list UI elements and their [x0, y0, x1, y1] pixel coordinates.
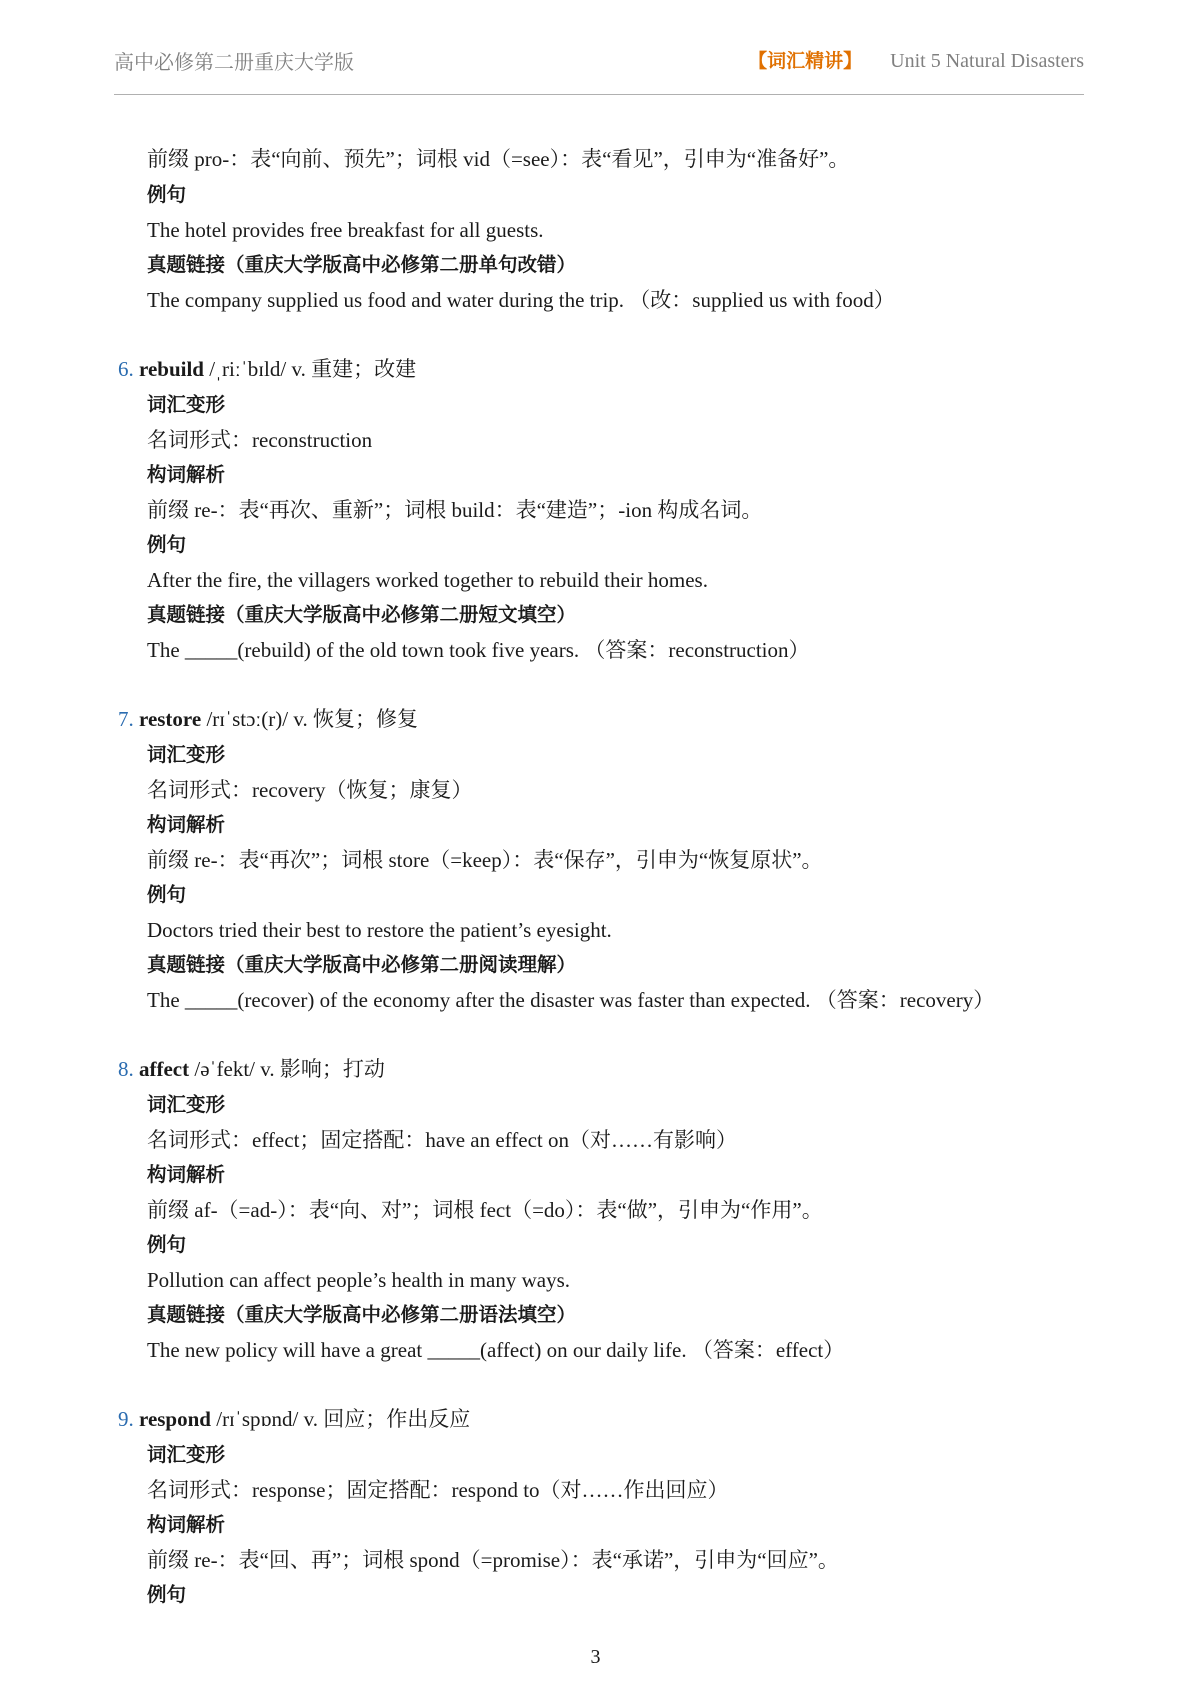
link-text: The _____(rebuild) of the old town took five years. （答案：reconstruction） — [147, 638, 810, 662]
variant-text: 名词形式：recovery（恢复；康复） — [147, 778, 473, 802]
top-link-text: The company supplied us food and water during the trip. （改：supplied us with food） — [147, 288, 895, 312]
example-label: 例句 — [147, 533, 187, 556]
example-label: 例句 — [147, 883, 187, 906]
link-label: 真题链接（重庆大学版高中必修第二册阅读理解） — [147, 953, 577, 976]
entry-definition: /rɪˈspɒnd/ v. 回应；作出反应 — [210, 1407, 471, 1431]
page-header — [114, 46, 1084, 76]
top-link-label: 真题链接（重庆大学版高中必修第二册单句改错） — [147, 253, 577, 276]
analysis-label: 构词解析 — [147, 813, 226, 836]
example-label: 例句 — [147, 1583, 187, 1606]
entry-heading — [118, 1405, 470, 1433]
example-text: Doctors tried their best to restore the patient’s eyesight. — [147, 918, 612, 942]
book-title: 高中必修第二册重庆大学版 — [114, 52, 354, 74]
variant-label: 词汇变形 — [147, 1093, 226, 1116]
analysis-label: 构词解析 — [147, 1513, 226, 1536]
entry-heading — [118, 355, 416, 383]
analysis-text: 前缀 re-：表“回、再”；词根 spond（=promise）：表“承诺”，引申为“回应”。 — [147, 1548, 839, 1572]
analysis-label: 构词解析 — [147, 1163, 226, 1186]
analysis-text: 前缀 re-：表“再次、重新”；词根 build：表“建造”；-ion 构成名词。 — [147, 498, 763, 522]
header-right — [748, 46, 1084, 73]
entry-heading — [118, 705, 418, 733]
entry-definition: /ˌriːˈbɪld/ v. 重建；改建 — [203, 357, 417, 381]
link-label: 真题链接（重庆大学版高中必修第二册短文填空） — [147, 603, 577, 626]
header-divider — [114, 94, 1084, 95]
top-example: The hotel provides free breakfast for all guests. — [147, 218, 544, 242]
analysis-label: 构词解析 — [147, 463, 226, 486]
variant-text: 名词形式：reconstruction — [147, 428, 373, 452]
link-text: The new policy will have a great _____(affect) on our daily life. （答案：effect） — [147, 1338, 845, 1362]
variant-text: 名词形式：effect；固定搭配：have an effect on（对……有影响） — [147, 1128, 738, 1152]
example-text: Pollution can affect people’s health in many ways. — [147, 1268, 571, 1292]
entry-definition: /əˈfekt/ v. 影响；打动 — [189, 1057, 385, 1081]
variant-label: 词汇变形 — [147, 1443, 226, 1466]
top-analysis: 前缀 pro-：表“向前、预先”；词根 vid（=see）：表“看见”，引申为“准备好”。 — [147, 147, 850, 171]
variant-label: 词汇变形 — [147, 743, 226, 766]
section-tag: 【词汇精讲】 — [748, 50, 863, 72]
entry-number: 9. — [118, 1407, 134, 1431]
page-number: 3 — [590, 1646, 601, 1668]
entry-definition: /rɪˈstɔː(r)/ v. 恢复；修复 — [201, 707, 418, 731]
entry-word: rebuild — [139, 357, 204, 381]
entry-word: affect — [139, 1057, 190, 1081]
top-example-label: 例句 — [147, 183, 187, 206]
variant-text: 名词形式：response；固定搭配：respond to（对……作出回应） — [147, 1478, 729, 1502]
unit-title: Unit 5 Natural Disasters — [890, 50, 1084, 72]
entry-heading — [118, 1055, 385, 1083]
entry-number: 7. — [118, 707, 134, 731]
entry-word: respond — [139, 1407, 211, 1431]
link-text: The _____(recover) of the economy after the disaster was faster than expected. （答案：recovery） — [147, 988, 995, 1012]
link-label: 真题链接（重庆大学版高中必修第二册语法填空） — [147, 1303, 577, 1326]
example-label: 例句 — [147, 1233, 187, 1256]
example-text: After the fire, the villagers worked together to rebuild their homes. — [147, 568, 708, 592]
entry-word: restore — [139, 707, 202, 731]
variant-label: 词汇变形 — [147, 393, 226, 416]
analysis-text: 前缀 af-（=ad-）：表“向、对”；词根 fect（=do）：表“做”，引申为“作用”。 — [147, 1198, 823, 1222]
analysis-text: 前缀 re-：表“再次”；词根 store（=keep）：表“保存”，引申为“恢复原状”。 — [147, 848, 823, 872]
entry-number: 6. — [118, 357, 134, 381]
entry-number: 8. — [118, 1057, 134, 1081]
